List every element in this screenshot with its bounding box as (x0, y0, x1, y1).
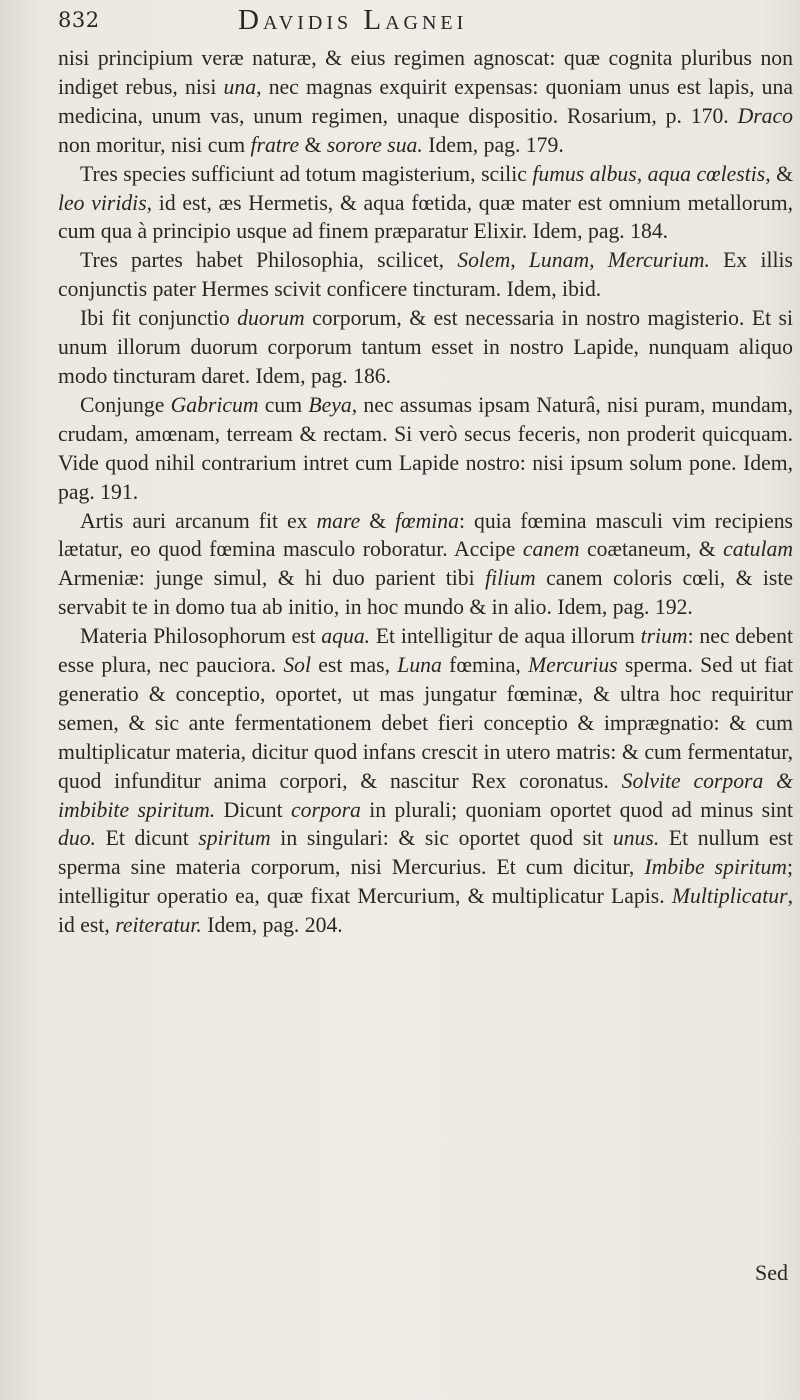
italic-text: Gabricum (170, 392, 259, 417)
text-run: in plurali; quoniam oportet quod ad minus sint (360, 797, 793, 822)
italic-text: mare (316, 508, 361, 533)
italic-text: corpora (291, 797, 361, 822)
italic-text: canem (522, 537, 580, 562)
italic-text: Draco (737, 103, 793, 128)
text-run: non moritur, nisi cum (58, 132, 251, 157)
text-run: , nec magnas exquirit expensas: quoniam unus est lapis, una medicina, unum vas, unum regimen, unaque dispositio. Rosarium, p. 170. (58, 74, 793, 128)
text-run: Artis auri arcanum fit ex (80, 508, 317, 533)
italic-text: duorum (237, 306, 305, 331)
text-run: in singulari: & sic oportet quod sit (270, 826, 613, 851)
italic-text: unus. (612, 826, 660, 851)
paragraph (58, 304, 793, 391)
italic-text: fratre (250, 132, 300, 157)
paragraph (58, 44, 793, 160)
text-run: cum (258, 392, 309, 417)
text-run: Idem, pag. 204. (201, 913, 343, 938)
italic-text: Beya (308, 392, 352, 417)
text-run: Idem, pag. 179. (422, 132, 564, 157)
text-run: canem coloris cœli, & iste servabit te in domo tua ab initio, in hoc mundo & in alio. Idem, pag. 192. (58, 566, 793, 620)
body-text (58, 44, 793, 940)
italic-text: leo viridis (58, 190, 147, 215)
text-run: , id est, æs Hermetis, & aqua fœtida, quæ mater est omnium metallorum, cum qua à principio usque ad finem præparatur Elixir. Idem, pag. 184. (58, 190, 793, 244)
page-header (58, 4, 790, 44)
text-run: Ibi fit conjunctio (80, 306, 238, 331)
italic-text: spiritum (198, 826, 271, 851)
text-run: Dicunt (215, 797, 291, 822)
text-run: est mas, (311, 653, 398, 678)
text-run: Ex illis conjunctis pater Hermes scivit conficere tincturam. Idem, ibid. (58, 248, 793, 302)
text-run: Et nullum est sperma sine materia corporum, nisi Mercurius. Et cum dicitur, (58, 826, 793, 880)
text-run: & (299, 132, 327, 157)
paragraph (58, 160, 793, 247)
paragraph (58, 246, 793, 304)
italic-text: Imbibe spiritum (644, 855, 787, 880)
text-run: : quia fœmina masculi vim recipiens lætatur, eo quod fœmina masculo roboratur. Accipe (58, 508, 794, 562)
text-run: Tres species sufficiunt ad totum magisterium, scilic (80, 161, 533, 186)
italic-text: sorore sua. (326, 132, 423, 157)
page-number: 832 (58, 8, 100, 32)
italic-text: duo. (58, 826, 96, 851)
italic-text: Multiplicatur (671, 884, 788, 909)
paragraph (58, 507, 793, 623)
catchword: Sed (755, 1260, 788, 1285)
italic-text: trium (640, 624, 688, 649)
text-run: sperma. Sed ut fiat generatio & conceptio, oportet, ut mas jungatur fœminæ, & ultra hoc requiritur semen, & sic ante fermentationem debet fieri conceptio & imprægnatio: & cum multiplicatur materia, dicitur quod infans crescit in utero matris: & cum fermentatur, quod infunditur anima corpori, & nascitur Rex coronatus. (58, 653, 793, 793)
text-run: Et intelligitur de aqua illorum (370, 624, 641, 649)
text-run: fœmina, (441, 653, 529, 678)
text-run: Materia Philosophorum est (80, 624, 322, 649)
text-run: nisi principium veræ naturæ, & eius regimen agnoscat: quæ cognita pluribus non indiget rebus, nisi (58, 46, 793, 99)
italic-text: aqua. (321, 624, 371, 649)
text-run: Conjunge (80, 392, 171, 417)
text-run: Et dicunt (95, 826, 199, 851)
text-run: Tres partes habet Philosophia, scilicet, (80, 248, 458, 273)
italic-text: reiteratur. (115, 913, 202, 938)
italic-text: Sol (283, 653, 312, 678)
text-run: coætaneum, & (579, 537, 724, 562)
italic-text: fœmina (395, 508, 459, 533)
italic-text: Solem, Lunam, Mercurium. (457, 248, 710, 273)
text-run: , & (765, 161, 793, 186)
text-run: corporum, & est necessaria in nostro magisterio. Et si unum illorum duorum corporum tantum esset in nostro Lapide, nunquam aliquo modo tincturam daret. Idem, pag. 186. (58, 306, 793, 388)
paragraph (58, 622, 793, 940)
text-run: : nec debent esse plura, nec pauciora. (58, 624, 793, 678)
italic-text: fumus albus, aqua cœlestis (532, 161, 766, 186)
paragraph (58, 391, 793, 507)
italic-text: Luna (397, 653, 442, 678)
italic-text: una (223, 74, 257, 99)
italic-text: Mercurius (528, 653, 618, 678)
text-run: & (360, 508, 396, 533)
text-run: , id est, (58, 884, 793, 938)
text-run: Armeniæ: junge simul, & hi duo parient tibi (58, 566, 486, 591)
italic-text: filium (485, 566, 536, 591)
italic-text: Solvite corpora & imbibite spiritum. (58, 768, 793, 822)
text-run: , nec assumas ipsam Naturâ, nisi puram, mundam, crudam, amœnam, terream & rectam. Si verò secus feceris, non proderit quicquam. Vide quod nihil contrarium intret cum Lapide nostro: nisi ipsum solum pone. Idem, pag. 191. (58, 392, 793, 504)
running-head: Davidis Lagnei (238, 4, 468, 36)
italic-text: catulam (723, 537, 793, 562)
text-run: ; intelligitur operatio ea, quæ fixat Mercurium, & multiplicatur Lapis. (58, 855, 793, 909)
